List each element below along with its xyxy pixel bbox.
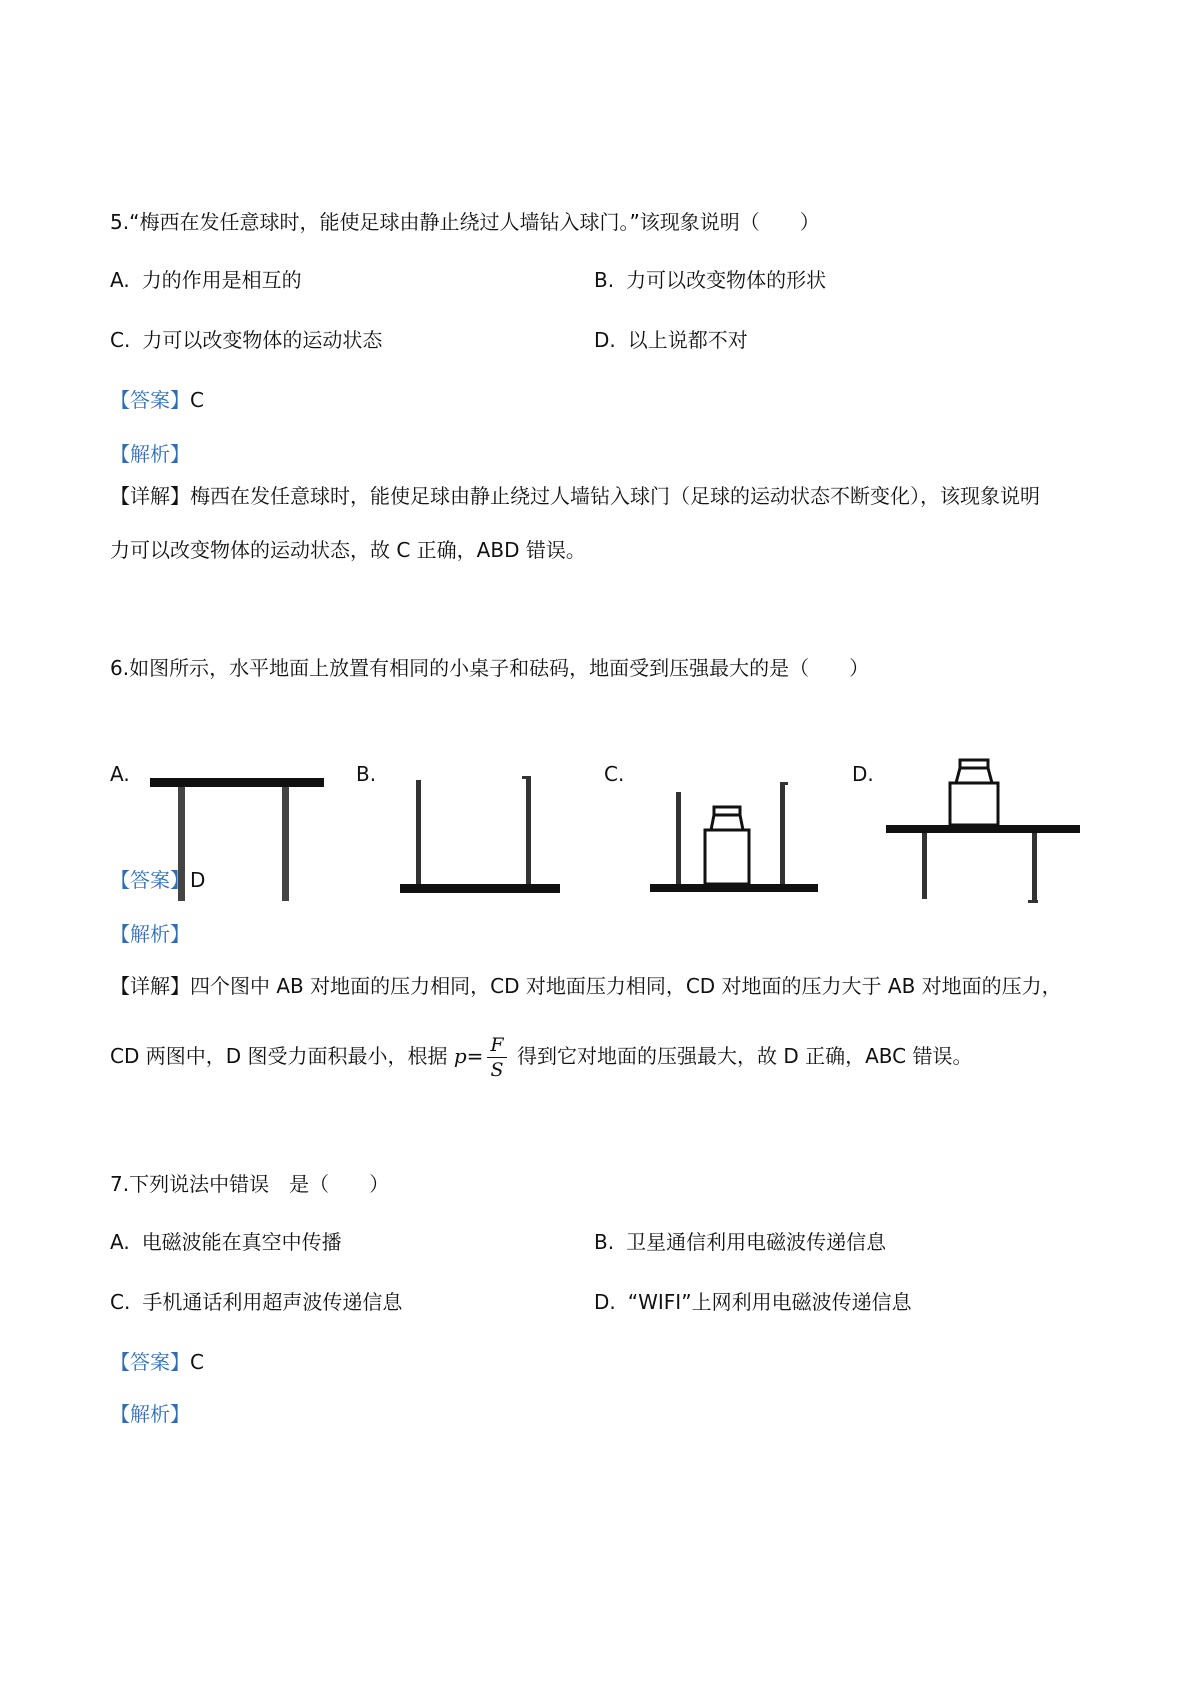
tabletop <box>150 778 324 787</box>
detail-tag: 【详解】 <box>110 484 190 508</box>
option-text: 力可以改变物体的运动状态 <box>142 328 383 352</box>
weight <box>950 760 998 825</box>
option-text: 力的作用是相互的 <box>141 268 302 292</box>
q7-option-a <box>110 1228 342 1256</box>
q7-option-b <box>594 1228 886 1256</box>
table-leg <box>922 833 927 899</box>
tabletop <box>400 884 560 893</box>
option-text: 力可以改变物体的形状 <box>626 268 827 292</box>
q5-detail-line1 <box>110 482 1040 510</box>
detail-tag: 【详解】 <box>110 974 190 998</box>
q7-answer <box>110 1348 204 1376</box>
answer-value: C <box>190 1350 204 1374</box>
figure-label-a: A. <box>110 762 130 786</box>
option-letter: D. <box>594 328 616 352</box>
detail-text: 梅西在发任意球时，能使足球由静止绕过人墙钻入球门（足球的运动状态不断变化），该现象说明 <box>190 484 1040 508</box>
q6-answer <box>110 866 205 894</box>
tabletop <box>650 884 818 892</box>
table-leg <box>282 787 289 901</box>
q7-analysis <box>110 1400 190 1428</box>
answer-tag: 【答案】 <box>110 1350 190 1374</box>
formula-equals: = <box>466 1044 484 1068</box>
leg-tip <box>522 776 530 779</box>
analysis-tag: 【解析】 <box>110 922 190 946</box>
q5-option-b <box>594 266 826 294</box>
option-letter: D. <box>594 1290 616 1314</box>
q5-analysis <box>110 440 190 468</box>
q6-stem: 6.如图所示，水平地面上放置有相同的小桌子和砝码，地面受到压强最大的是（ ） <box>110 656 870 680</box>
q6-detail-line2 <box>110 1030 972 1082</box>
q5-answer <box>110 386 204 414</box>
table-leg <box>676 792 681 884</box>
option-text: “WIFI”上网利用电磁波传递信息 <box>627 1290 912 1314</box>
leg-tip <box>780 782 788 785</box>
answer-tag: 【答案】 <box>110 868 190 892</box>
option-letter: C. <box>110 328 131 352</box>
detail-text-post: 得到它对地面的压强最大，故 D 正确，ABC 错误。 <box>516 1044 973 1068</box>
table-leg <box>526 776 531 884</box>
tabletop <box>886 825 1080 833</box>
q5-stem: 5.“梅西在发任意球时，能使足球由静止绕过人墙钻入球门。”该现象说明（ ） <box>110 210 820 234</box>
table-leg <box>780 782 785 884</box>
table-leg <box>416 780 421 884</box>
figure-label-d: D. <box>852 762 874 786</box>
formula-pressure-symbol: p <box>453 1044 467 1068</box>
option-text: 以上说都不对 <box>627 328 748 352</box>
q6-analysis <box>110 920 190 948</box>
option-letter: C. <box>110 1290 131 1314</box>
q6-detail-line1 <box>110 972 1062 1000</box>
figure-label-c: C. <box>604 762 625 786</box>
answer-value: C <box>190 388 204 412</box>
detail-text: 四个图中 AB 对地面的压力相同，CD 对地面压力相同，CD 对地面的压力大于 AB 对地面的压力， <box>190 974 1062 998</box>
option-letter: A. <box>110 1230 130 1254</box>
analysis-tag: 【解析】 <box>110 442 190 466</box>
option-letter: B. <box>594 1230 615 1254</box>
analysis-tag: 【解析】 <box>110 1402 190 1426</box>
answer-value: D <box>190 868 206 892</box>
formula-numerator: F <box>487 1033 506 1058</box>
weight <box>705 807 749 884</box>
option-letter: B. <box>594 268 615 292</box>
option-text: 电磁波能在真空中传播 <box>141 1230 342 1254</box>
option-text: 手机通话利用超声波传递信息 <box>142 1290 403 1314</box>
q5-option-a <box>110 266 302 294</box>
q5-option-d <box>594 326 748 354</box>
q5-option-c <box>110 326 382 354</box>
option-letter: A. <box>110 268 130 292</box>
leg-foot <box>1028 900 1038 903</box>
figure-c-inverted-table-with-weight <box>648 760 828 900</box>
q5-detail-line2: 力可以改变物体的运动状态，故 C 正确，ABD 错误。 <box>110 538 586 562</box>
q7-option-c <box>110 1288 402 1316</box>
figure-b-inverted-table <box>396 774 576 904</box>
option-text: 卫星通信利用电磁波传递信息 <box>626 1230 887 1254</box>
table-leg <box>1032 833 1037 903</box>
figure-d-table-with-weight <box>884 758 1084 908</box>
answer-tag: 【答案】 <box>110 388 190 412</box>
q7-option-d <box>594 1288 912 1316</box>
formula-denominator: S <box>490 1059 504 1081</box>
detail-text-pre: CD 两图中，D 图受力面积最小，根据 <box>110 1044 448 1068</box>
q7-stem: 7.下列说法中错误 是（ ） <box>110 1172 390 1196</box>
formula-fraction <box>487 1033 506 1082</box>
figure-label-b: B. <box>356 762 377 786</box>
